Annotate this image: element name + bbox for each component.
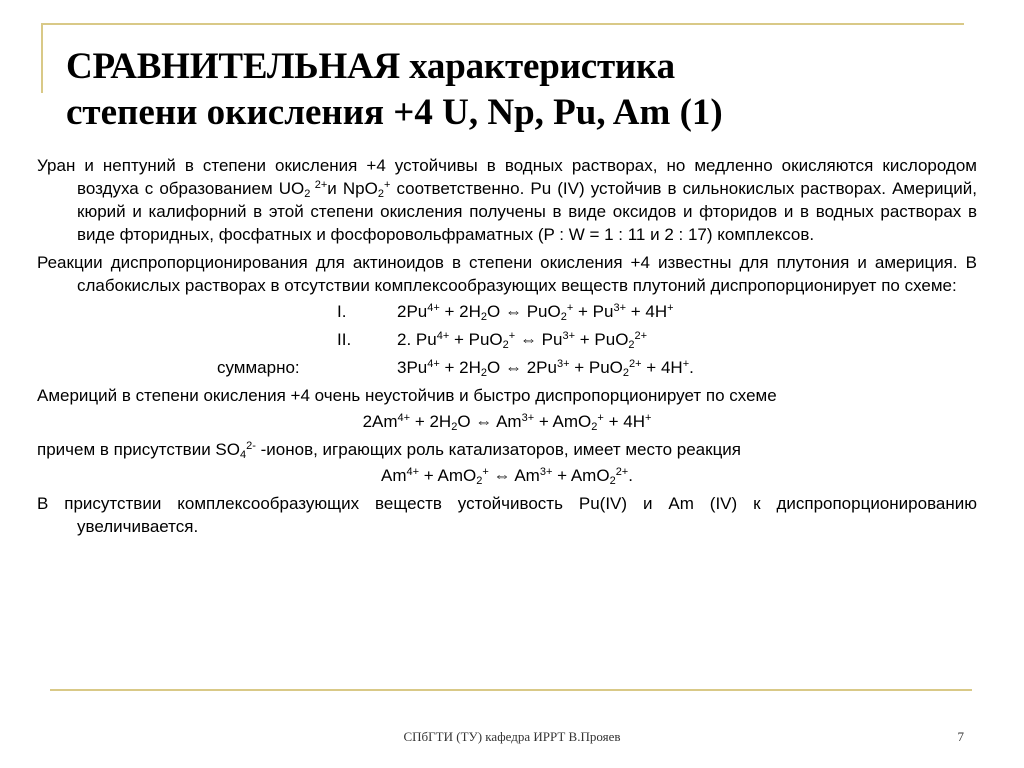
equation-1: I. $2Pu^{4+} + 2H_2O$ ⇔ $PuO_2^+ + Pu^{3+} + 4H^+$ <box>337 302 674 323</box>
paragraph-uranium-neptunium: Уран и нептуний в степени окисления +4 устойчивы в водных растворах, но медленно окисляются кислородом воздуха с образованием $UO_2$ $^{2+}$и NpO$_2$+ соответственно. Pu (IV) устойчив в сильнокислых растворах. Америций, кюрий и калифорний в этой степени окисления получены в виде оксидов и фторидов и в водных растворах в виде фторидных, фосфатных и фосфоровольфраматных (P : W = 1 : 11 и 2 : 17) комплексов. <box>37 156 977 244</box>
equation-2: II. 2. $Pu^{4+} + PuO_2^+$ ⇔ $Pu^{3+} + PuO_2^{2+}$ <box>337 330 648 351</box>
paragraph-americium: Америций в степени окисления +4 очень неустойчив и быстро диспропорционирует по схеме <box>37 386 777 405</box>
page-number: 7 <box>957 729 964 744</box>
paragraph-complexing-stability: В присутствии комплексообразующих веществ устойчивость Pu(IV) и Am (IV) к диспропорционированию увеличивается. <box>37 494 977 536</box>
equation-catalyzed: $Am^{4+} + AmO_2^+$ ⇔ $Am^{3+} + AmO_2^{2+}$. <box>381 466 633 487</box>
footer-text: СПбГТИ (ТУ) кафедра ИРРТ В.Прояев <box>403 729 621 744</box>
top-divider-line <box>42 23 964 25</box>
title-line-2: степени окисления +4 U, Np, Pu, Am (1) <box>66 92 723 133</box>
slide-title <box>66 44 966 136</box>
equation-sum: суммарно: $3Pu^{4+} + 2H_2O$ ⇔ $2Pu^{3+} + PuO_2^{2+} + 4H^+$. <box>217 358 694 379</box>
left-accent-line <box>41 23 43 93</box>
equation-americium: $2Am^{4+} + 2H_2O$ ⇔ $Am^{3+} + AmO_2^+ + 4H^+$ <box>362 412 652 433</box>
slide-body <box>37 154 977 543</box>
paragraph-sulfate-catalysis: причем в присутствии $SO_4^{2-}$ -ионов, играющих роль катализаторов, имеет место реакция <box>37 440 742 461</box>
title-line-1: СРАВНИТЕЛЬНАЯ характеристика <box>66 46 675 87</box>
bottom-divider-line <box>50 689 972 691</box>
paragraph-disproportionation: Реакции диспропорционирования для актиноидов в степени окисления +4 известны для плутония и америция. В слабокислых растворах в отсутствии комплексообразующих веществ плутоний диспропорционирует по схеме: <box>37 253 977 295</box>
